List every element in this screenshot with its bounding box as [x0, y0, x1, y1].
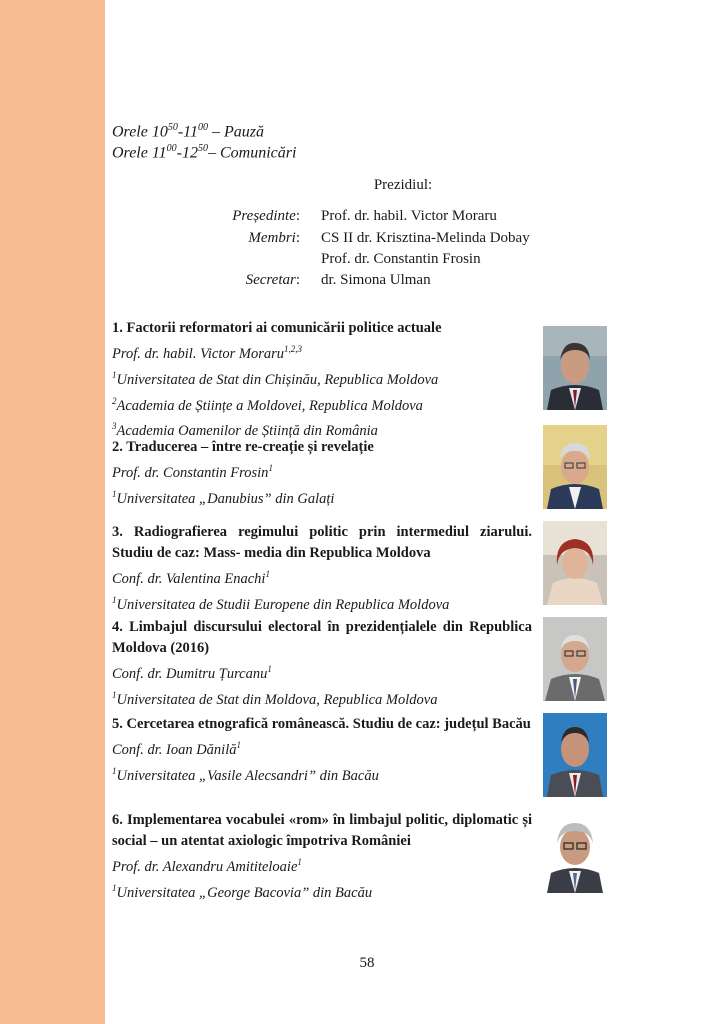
- program-item-3: [112, 522, 532, 616]
- item-affiliation: $^1$Universitatea „George Bacovia” din Bacău: [112, 882, 373, 901]
- item-title: 4. Limbajul discursului electoral în prezidențialele din Republica Moldova (2016): [112, 619, 532, 656]
- item-affiliation: $^1$Universitatea de Studii Europene din Republica Moldova: [112, 594, 450, 613]
- member-name: dr. Simona Ulman: [321, 272, 431, 288]
- speaker-photo: [543, 425, 607, 509]
- item-affiliation: $^3$Academia Oamenilor de Știință din România: [112, 421, 378, 440]
- program-item-2: [112, 437, 532, 510]
- item-author: Conf. dr. Ioan Dănilă$^1$: [112, 740, 241, 758]
- item-affiliation: $^1$Universitatea de Stat din Moldova, Republica Moldova: [112, 689, 438, 708]
- speaker-photo: [543, 617, 607, 701]
- item-title: 1. Factorii reformatori ai comunicării politice actuale: [112, 320, 442, 336]
- item-title: 3. Radiografierea regimului politic prin intermediul ziarului. Studiu de caz: Mass- media din Republica Moldova: [112, 524, 532, 561]
- page-number: 58: [359, 955, 375, 971]
- role-label: Secretar:: [245, 272, 300, 288]
- member-name: Prof. dr. habil. Victor Moraru: [321, 208, 497, 224]
- item-title: 5. Cercetarea etnografică românească. Studiu de caz: județul Bacău: [112, 716, 531, 732]
- speaker-photo: [543, 521, 607, 605]
- schedule-line-talks: Orele $11^{00}-12^{50}-$ Comunicări: [112, 143, 297, 162]
- item-affiliation: $^2$Academia de Științe a Moldovei, Republica Moldova: [112, 395, 423, 414]
- item-affiliation: $^1$Universitatea „Vasile Alecsandri” din Bacău: [112, 765, 379, 784]
- item-author: Prof. dr. Constantin Frosin$^1$: [112, 463, 273, 481]
- speaker-photo: [543, 809, 607, 893]
- program-item-5: [112, 714, 532, 787]
- item-affiliation: $^1$Universitatea „Danubius” din Galați: [112, 488, 335, 507]
- item-author: Conf. dr. Valentina Enachi$^1$: [112, 569, 270, 587]
- program-item-6: [112, 810, 532, 904]
- speaker-photo: [543, 713, 607, 797]
- role-label: Membri:: [248, 230, 300, 246]
- schedule-line-pause: Orele $10^{50}-11^{00}$ – Pauză: [112, 122, 264, 141]
- item-title: 6. Implementarea vocabulei «rom» în limbajul politic, diplomatic și social – un atentat axiologic împotriva României: [112, 812, 532, 849]
- program-item-4: [112, 617, 532, 711]
- item-author: Conf. dr. Dumitru Țurcanu$^1$: [112, 664, 272, 682]
- role-label: Președinte:: [232, 208, 300, 224]
- speaker-photo: [543, 326, 607, 410]
- item-author: Prof. dr. Alexandru Amititeloaie$^1$: [112, 857, 302, 875]
- member-name: Prof. dr. Constantin Frosin: [321, 251, 481, 267]
- page-margin-band: [0, 0, 105, 1024]
- item-affiliation: $^1$Universitatea de Stat din Chișinău, Republica Moldova: [112, 369, 439, 388]
- item-title: 2. Traducerea – între re-creație și revelație: [112, 439, 374, 455]
- program-item-1: [112, 318, 532, 442]
- prezidiul-heading: Prezidiul:: [373, 177, 433, 193]
- member-name: CS II dr. Krisztina-Melinda Dobay: [321, 230, 530, 246]
- item-author: Prof. dr. habil. Victor Moraru$^{1,2,3}$: [112, 344, 302, 362]
